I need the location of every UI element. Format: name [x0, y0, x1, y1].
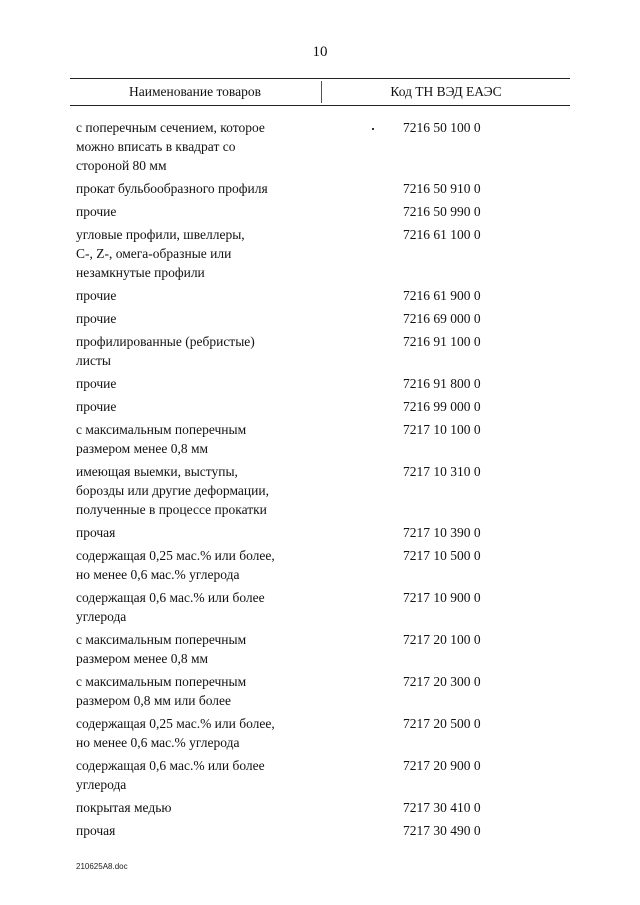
row-code: 7217 10 310 0 [403, 464, 481, 479]
column-header-name: Наименование товаров [128, 84, 261, 99]
row-code: 7217 20 900 0 [403, 758, 481, 773]
row-code: 7216 91 100 0 [403, 334, 481, 349]
table-header [70, 78, 570, 106]
row-name: имеющая выемки, выступы, борозды или другие деформации, полученные в процессе прокатки [76, 464, 269, 517]
row-code: 7216 50 910 0 [403, 181, 481, 196]
row-name: прочие [76, 311, 117, 326]
row-code: 7217 10 500 0 [403, 548, 481, 563]
page-number: 10 [312, 44, 328, 60]
row-code: 7217 10 900 0 [403, 590, 481, 605]
row-name: профилированные (ребристые) листы [76, 334, 255, 368]
row-name: прочая [76, 525, 116, 540]
row-name: содержащая 0,25 мас.% или более, но менее 0,6 мас.% углерода [76, 548, 275, 582]
row-name: с максимальным поперечным размером менее 0,8 мм [76, 632, 247, 666]
row-code: 7217 30 410 0 [403, 800, 481, 815]
row-name: прочие [76, 204, 117, 219]
stray-dot [372, 128, 374, 130]
row-name: содержащая 0,6 мас.% или более углерода [76, 758, 265, 792]
row-name: с максимальным поперечным размером менее 0,8 мм [76, 422, 247, 456]
row-name: прочие [76, 399, 117, 414]
row-name: прокат бульбообразного профиля [76, 181, 268, 196]
row-code: 7217 10 390 0 [403, 525, 481, 540]
column-header-code: Код ТН ВЭД ЕАЭС [390, 84, 502, 99]
row-code: 7216 61 900 0 [403, 288, 481, 303]
row-name: с максимальным поперечным размером 0,8 мм или более [76, 674, 247, 708]
row-code: 7216 99 000 0 [403, 399, 481, 414]
row-name: с поперечным сечением, которое можно вписать в квадрат со стороной 80 мм [76, 120, 265, 173]
row-name: прочие [76, 288, 117, 303]
row-name: содержащая 0,6 мас.% или более углерода [76, 590, 265, 624]
row-name: прочие [76, 376, 117, 391]
document-filename: 210625A8.doc [76, 862, 128, 871]
row-name: содержащая 0,25 мас.% или более, но менее 0,6 мас.% углерода [76, 716, 275, 750]
row-code: 7216 50 100 0 [403, 120, 481, 135]
row-name: угловые профили, швеллеры, C-, Z-, омега-образные или незамкнутые профили [76, 227, 245, 280]
row-code: 7216 91 800 0 [403, 376, 481, 391]
row-name: покрытая медью [76, 800, 172, 815]
row-code: 7217 20 100 0 [403, 632, 481, 647]
row-name: прочая [76, 823, 116, 838]
row-code: 7216 61 100 0 [403, 227, 481, 242]
row-code: 7217 20 300 0 [403, 674, 481, 689]
row-code: 7217 20 500 0 [403, 716, 481, 731]
row-code: 7217 30 490 0 [403, 823, 481, 838]
row-code: 7216 50 990 0 [403, 204, 481, 219]
row-code: 7216 69 000 0 [403, 311, 481, 326]
row-code: 7217 10 100 0 [403, 422, 481, 437]
